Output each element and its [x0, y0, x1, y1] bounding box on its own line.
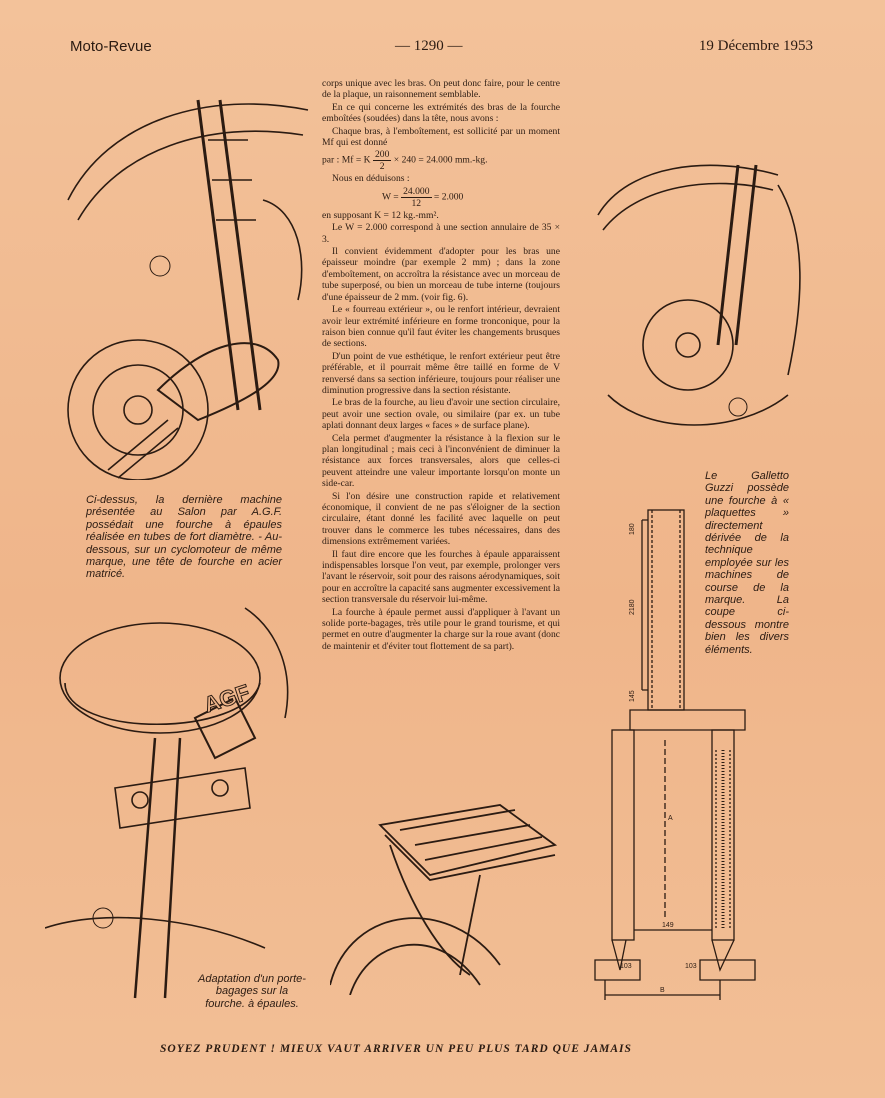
illustration-guzzi-fork	[588, 145, 828, 445]
article-paragraph: Le W = 2.000 correspond à une section annulaire de 35 × 3.	[322, 222, 560, 245]
dim-label: 145	[629, 690, 636, 702]
dim-label: B	[660, 987, 665, 994]
article-paragraph: corps unique avec les bras. On peut donc faire, pour le centre de la plaque, un raisonnement semblable.	[322, 78, 560, 101]
dim-label: 103	[685, 963, 697, 970]
dim-label: 149	[662, 922, 674, 929]
caption-guzzi: Le Galletto Guzzi possède une fourche à « plaquettes » directement dérivée de la technique employée sur les machines de course de la marque. La coupe ci-dessous montre bien les divers éléments.	[705, 470, 789, 656]
dim-label: 180	[629, 523, 636, 535]
article-paragraph: en supposant K = 12 kg.-mm².	[322, 209, 439, 221]
article-paragraph: Chaque bras, à l'emboîtement, est sollicité par un moment Mf qui est donné	[322, 125, 560, 149]
dim-label: A	[668, 815, 673, 822]
article-text	[322, 78, 560, 653]
formula-w: W = $\frac{24.000}{12}$ = 2.000	[382, 185, 464, 209]
article-paragraph: Le bras de la fourche, au lieu d'avoir une section circulaire, peut avoir une section ovale, ou similaire (par ex. un tube aplati donnant deux larges « faces » de surface plane).	[322, 397, 560, 432]
illustration-agf-head	[45, 588, 310, 1008]
article-paragraph: La fourche à épaule permet aussi d'appliquer à l'avant un solide porte-bagages, très utile pour le grand tourisme, et qui permet en outre d'augmenter la charge sur la roue avant (donc de maintenir et d'éviter tout flottement de sa part).	[322, 606, 560, 652]
agf-logo: AGF	[200, 679, 253, 718]
article-paragraph: Si l'on désire une construction rapide et relativement économique, il convient de ne pas s'éloigner de la section circulaire, étant donné les facilité avec laquelle on peut trouver dans le commerce les tubes nécessaires, dans des dimensions extrêmement variées.	[322, 490, 560, 548]
article-paragraph: Nous en déduisons :	[332, 173, 410, 185]
illustration-luggage-rack	[330, 785, 565, 995]
fork-section-drawing	[590, 490, 790, 1015]
article-paragraph: Il faut dire encore que les fourches à épaule apparaissent indispensables lorsque l'on veut, par exemple, prolonger vers l'avant le réservoir, soit pour des raisons aérodynamiques, soit pour en accroître la capacité sans augmenter excessivement la section transversale du réservoir lui-même.	[322, 548, 560, 606]
page-number: — 1290 —	[395, 38, 463, 54]
caption-agf: Ci-dessus, la dernière machine présentée au Salon par A.G.F. possédait une fourche à épaules réalisée en tubes de fort diamètre. - Au-dessous, sur un cyclomoteur de même marque, une tête de fourche en acier matricé.	[86, 494, 282, 581]
magazine-title: Moto-Revue	[70, 38, 152, 55]
illustration-agf-fork	[48, 80, 318, 480]
article-paragraph: Cela permet d'augmenter la résistance à la flexion sur le plan longitudinal ; mais ceci à l'inconvénient de diminuer la résistance aux forces transversales, alors que celles-ci peuvent atteindre une valeur importante lorsqu'on monte un side-car.	[322, 432, 560, 490]
article-paragraph: En ce qui concerne les extrémités des bras de la fourche emboîtées (soudées) dans la tête, nous avons :	[322, 101, 560, 125]
caption-rack: Adaptation d'un porte-bagages sur la fourche. à épaules.	[198, 973, 306, 1010]
article-paragraph: D'un point de vue esthétique, le renfort extérieur peut être préférable, et il pourrait même être taillé en forme de V renversé dans sa section inférieure, toujours pour réaliser une diminution progressive dans la section résistante.	[322, 350, 560, 396]
article-paragraph: Il convient évidemment d'adopter pour les bras une épaisseur moindre (par exemple 2 mm) ; dans la zone d'emboîtement, on accroîtra la résistance avec un morceau de tube superposé, ou bien un morceau de tube interne (toujours d'une épaisseur de 2 mm. (voir fig. 6).	[322, 246, 560, 303]
dim-label: 103	[620, 963, 632, 970]
formula-moment: par : Mf = K $\frac{200}{2}$ × 240 = 24.000 mm.-kg.	[322, 149, 488, 173]
article-paragraph: Le « fourreau extérieur », ou le renfort intérieur, devraient avoir leur extrémité inférieure en forme tronconique, pour la raison bien connue qu'il faut éviter les changements brusques de sections.	[322, 304, 560, 350]
issue-date: 19 Décembre 1953	[698, 38, 813, 54]
dim-label: 2180	[629, 599, 636, 615]
footer-slogan: SOYEZ PRUDENT ! MIEUX VAUT ARRIVER UN PEU PLUS TARD QUE JAMAIS	[160, 1043, 632, 1055]
